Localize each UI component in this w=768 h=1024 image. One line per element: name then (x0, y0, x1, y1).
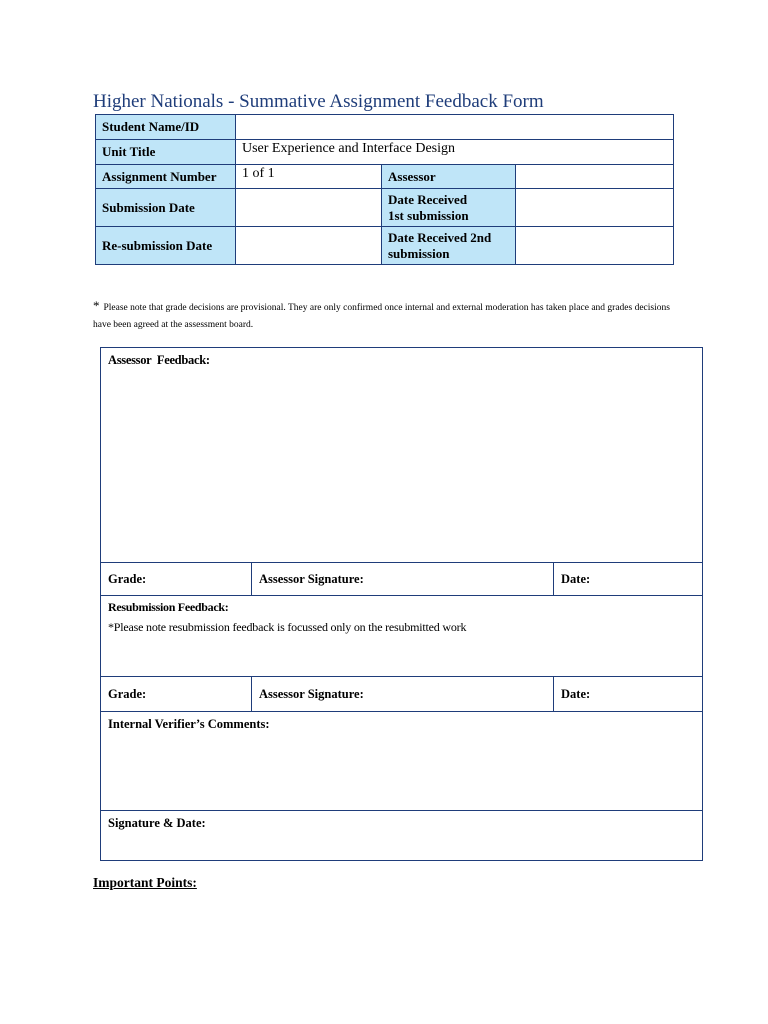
assessor-value[interactable] (516, 165, 674, 189)
assignment-row (96, 165, 674, 189)
resubmission-date-value[interactable] (236, 227, 382, 265)
student-name-value[interactable] (236, 115, 674, 140)
date-received-1st-label (382, 189, 516, 227)
date-received-2nd-value[interactable] (516, 227, 674, 265)
date-received-1st-value[interactable] (516, 189, 674, 227)
date-label-2[interactable]: Date: (554, 677, 703, 712)
grade-row-1 (101, 563, 703, 596)
important-points-heading: Important Points: (93, 875, 197, 890)
assessor-signature-label-1[interactable]: Assessor Signature: (252, 563, 554, 596)
assessor-feedback-label: Assessor Feedback: (108, 353, 210, 367)
submission-row (96, 189, 674, 227)
resubmission-feedback-box[interactable] (101, 596, 703, 677)
date-received-2nd-line1: Date Received 2nd (388, 229, 492, 245)
date-received-2nd-label (382, 227, 516, 265)
assessor-feedback-box[interactable] (101, 348, 703, 563)
student-row (96, 115, 674, 140)
resubmission-note: *Please note resubmission feedback is focussed only on the resubmitted work (108, 620, 467, 634)
resubmission-date-label: Re-submission Date (96, 227, 236, 265)
resubmission-feedback-label: Resubmission Feedback: (108, 600, 229, 614)
grade-label-1[interactable]: Grade: (101, 563, 252, 596)
assessor-signature-label-2[interactable]: Assessor Signature: (252, 677, 554, 712)
iv-comments-box[interactable] (101, 712, 703, 811)
iv-comments-row (101, 712, 703, 811)
date-received-2nd-line2: submission (388, 245, 450, 261)
resubmission-row (96, 227, 674, 265)
resubmission-feedback-row (101, 596, 703, 677)
student-info-table (95, 114, 674, 265)
signature-date-label: Signature & Date: (108, 816, 206, 830)
provisional-note-text: Please note that grade decisions are provisional. They are only confirmed once internal and external moderation has taken place and grades decisions have been agreed at the assessment board. (93, 303, 670, 330)
date-received-1st-line2: 1st submission (388, 207, 469, 223)
submission-date-label: Submission Date (96, 189, 236, 227)
provisional-note (93, 297, 683, 334)
student-name-label: Student Name/ID (96, 115, 236, 140)
assessor-label: Assessor (382, 165, 516, 189)
grade-row-2 (101, 677, 703, 712)
feedback-table (100, 347, 703, 861)
asterisk: * (93, 298, 100, 313)
form-title: Higher Nationals - Summative Assignment Feedback Form (93, 91, 544, 112)
date-received-1st-line1: Date Received (388, 191, 468, 207)
grade-label-2[interactable]: Grade: (101, 677, 252, 712)
iv-comments-label: Internal Verifier’s Comments: (108, 717, 270, 731)
assessor-feedback-row (101, 348, 703, 563)
signature-date-box[interactable] (101, 811, 703, 861)
assignment-number-label: Assignment Number (96, 165, 236, 189)
unit-row (96, 140, 674, 165)
date-label-1[interactable]: Date: (554, 563, 703, 596)
signature-date-row (101, 811, 703, 861)
unit-title-value[interactable]: User Experience and Interface Design (236, 140, 674, 165)
submission-date-value[interactable] (236, 189, 382, 227)
assignment-number-value[interactable]: 1 of 1 (236, 165, 382, 189)
unit-title-label: Unit Title (96, 140, 236, 165)
